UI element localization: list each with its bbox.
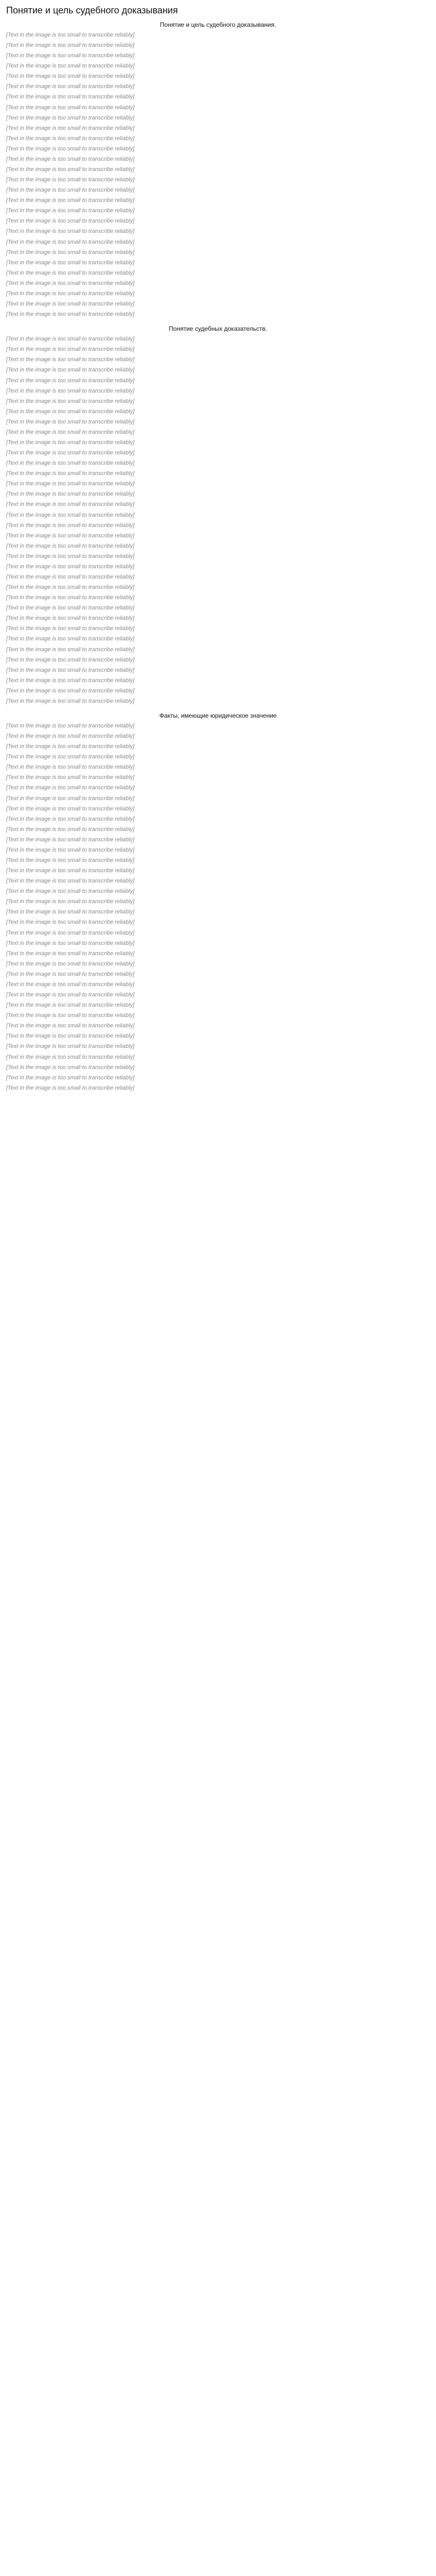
paragraph: [Text in the image is too small to transcribe reliably] (6, 636, 135, 642)
document-page (0, 0, 436, 1111)
paragraph: [Text in the image is too small to transcribe reliably] (6, 470, 135, 477)
paragraph: [Text in the image is too small to transcribe reliably] (6, 53, 135, 59)
document-section (6, 712, 430, 1092)
paragraph: [Text in the image is too small to transcribe reliably] (6, 929, 135, 936)
paragraph: [Text in the image is too small to transcribe reliably] (6, 114, 135, 121)
paragraph: [Text in the image is too small to transcribe reliably] (6, 909, 135, 916)
paragraph: [Text in the image is too small to transcribe reliably] (6, 1012, 135, 1019)
document-section (6, 325, 430, 705)
paragraph: [Text in the image is too small to transcribe reliably] (6, 125, 135, 131)
paragraph: [Text in the image is too small to transcribe reliably] (6, 439, 135, 446)
paragraph: [Text in the image is too small to transcribe reliably] (6, 573, 135, 580)
paragraph: [Text in the image is too small to transcribe reliably] (6, 595, 135, 601)
document-body (6, 21, 430, 1092)
paragraph: [Text in the image is too small to transcribe reliably] (6, 398, 135, 404)
paragraph: [Text in the image is too small to transcribe reliably] (6, 481, 135, 487)
paragraph: [Text in the image is too small to transcribe reliably] (6, 754, 135, 760)
paragraph: [Text in the image is too small to transcribe reliably] (6, 460, 135, 467)
paragraph: [Text in the image is too small to transcribe reliably] (6, 667, 135, 673)
paragraph: [Text in the image is too small to transcribe reliably] (6, 836, 135, 843)
paragraph: [Text in the image is too small to transcribe reliably] (6, 950, 135, 957)
paragraph: [Text in the image is too small to transcribe reliably] (6, 1002, 135, 1009)
paragraph: [Text in the image is too small to transcribe reliably] (6, 63, 135, 70)
section-subtitle: Факты, имеющие юридическое значение (159, 712, 277, 719)
paragraph: [Text in the image is too small to transcribe reliably] (6, 346, 135, 353)
paragraph: [Text in the image is too small to transcribe reliably] (6, 687, 135, 694)
paragraph: [Text in the image is too small to transcribe reliably] (6, 981, 135, 988)
paragraph: [Text in the image is too small to transcribe reliably] (6, 1054, 135, 1060)
paragraph: [Text in the image is too small to transcribe reliably] (6, 177, 135, 183)
paragraph: [Text in the image is too small to transcribe reliably] (6, 269, 135, 276)
paragraph: [Text in the image is too small to transcribe reliably] (6, 249, 135, 256)
paragraph: [Text in the image is too small to transcribe reliably] (6, 145, 135, 152)
paragraph: [Text in the image is too small to transcribe reliably] (6, 888, 135, 895)
paragraph: [Text in the image is too small to transcribe reliably] (6, 868, 135, 874)
paragraph: [Text in the image is too small to transcribe reliably] (6, 32, 135, 38)
paragraph: [Text in the image is too small to transcribe reliably] (6, 563, 135, 570)
paragraph: [Text in the image is too small to transcribe reliably] (6, 1023, 135, 1029)
paragraph: [Text in the image is too small to transcribe reliably] (6, 522, 135, 529)
section-title: Понятие и цель судебного доказывания. (160, 21, 276, 28)
paragraph: [Text in the image is too small to transcribe reliably] (6, 677, 135, 684)
paragraph: [Text in the image is too small to transcribe reliably] (6, 615, 135, 622)
paragraph: [Text in the image is too small to transcribe reliably] (6, 501, 135, 508)
paragraph: [Text in the image is too small to transcribe reliably] (6, 357, 135, 363)
paragraph: [Text in the image is too small to transcribe reliably] (6, 532, 135, 539)
paragraph: [Text in the image is too small to transcribe reliably] (6, 387, 135, 394)
paragraph: [Text in the image is too small to transcribe reliably] (6, 743, 135, 750)
paragraph: [Text in the image is too small to transcribe reliably] (6, 135, 135, 142)
paragraph: [Text in the image is too small to transcribe reliably] (6, 1043, 135, 1050)
paragraph: [Text in the image is too small to transcribe reliably] (6, 584, 135, 591)
paragraph: [Text in the image is too small to transcribe reliably] (6, 73, 135, 80)
paragraph: [Text in the image is too small to transcribe reliably] (6, 733, 135, 740)
paragraph: [Text in the image is too small to transcribe reliably] (6, 1084, 135, 1091)
paragraph: [Text in the image is too small to transcribe reliably] (6, 553, 135, 560)
paragraph: [Text in the image is too small to transcribe reliably] (6, 899, 135, 905)
paragraph: [Text in the image is too small to transcribe reliably] (6, 774, 135, 781)
paragraph: [Text in the image is too small to transcribe reliably] (6, 816, 135, 822)
paragraph: [Text in the image is too small to transcribe reliably] (6, 301, 135, 308)
paragraph: [Text in the image is too small to transcribe reliably] (6, 280, 135, 286)
paragraph: [Text in the image is too small to transcribe reliably] (6, 764, 135, 771)
paragraph: [Text in the image is too small to transcribe reliably] (6, 367, 135, 374)
paragraph: [Text in the image is too small to transcribe reliably] (6, 512, 135, 518)
paragraph: [Text in the image is too small to transcribe reliably] (6, 785, 135, 791)
paragraph: [Text in the image is too small to transcribe reliably] (6, 377, 135, 384)
paragraph: [Text in the image is too small to transcribe reliably] (6, 605, 135, 612)
paragraph: [Text in the image is too small to transcribe reliably] (6, 491, 135, 498)
paragraph: [Text in the image is too small to transcribe reliably] (6, 218, 135, 225)
paragraph: [Text in the image is too small to transcribe reliably] (6, 940, 135, 946)
paragraph: [Text in the image is too small to transcribe reliably] (6, 625, 135, 632)
document-section (6, 21, 430, 318)
paragraph: [Text in the image is too small to transcribe reliably] (6, 42, 135, 49)
section-title: Понятие судебных доказательств. (169, 325, 267, 333)
paragraph: [Text in the image is too small to transcribe reliably] (6, 197, 135, 204)
paragraph: [Text in the image is too small to transcribe reliably] (6, 208, 135, 214)
paragraph: [Text in the image is too small to transcribe reliably] (6, 156, 135, 162)
paragraph: [Text in the image is too small to transcribe reliably] (6, 919, 135, 926)
paragraph: [Text in the image is too small to transcribe reliably] (6, 543, 135, 549)
paragraph: [Text in the image is too small to transcribe reliably] (6, 166, 135, 173)
paragraph: [Text in the image is too small to transcribe reliably] (6, 259, 135, 266)
paragraph: [Text in the image is too small to transcribe reliably] (6, 94, 135, 100)
paragraph: [Text in the image is too small to transcribe reliably] (6, 656, 135, 663)
paragraph: [Text in the image is too small to transcribe reliably] (6, 239, 135, 245)
paragraph: [Text in the image is too small to transcribe reliably] (6, 646, 135, 653)
paragraph: [Text in the image is too small to transcribe reliably] (6, 723, 135, 729)
paragraph: [Text in the image is too small to transcribe reliably] (6, 857, 135, 864)
paragraph: [Text in the image is too small to transcribe reliably] (6, 83, 135, 90)
paragraph: [Text in the image is too small to transcribe reliably] (6, 795, 135, 802)
paragraph: [Text in the image is too small to transcribe reliably] (6, 450, 135, 456)
paragraph: [Text in the image is too small to transcribe reliably] (6, 805, 135, 812)
paragraph: [Text in the image is too small to transcribe reliably] (6, 429, 135, 435)
paragraph: [Text in the image is too small to transcribe reliably] (6, 698, 135, 704)
paragraph: [Text in the image is too small to transcribe reliably] (6, 290, 135, 297)
paragraph: [Text in the image is too small to transcribe reliably] (6, 408, 135, 415)
paragraph: [Text in the image is too small to transcribe reliably] (6, 104, 135, 111)
paragraph: [Text in the image is too small to transcribe reliably] (6, 418, 135, 425)
paragraph: [Text in the image is too small to transcribe reliably] (6, 960, 135, 967)
paragraph: [Text in the image is too small to transcribe reliably] (6, 1064, 135, 1071)
paragraph: [Text in the image is too small to transcribe reliably] (6, 1074, 135, 1081)
paragraph: [Text in the image is too small to transcribe reliably] (6, 1033, 135, 1040)
paragraph: [Text in the image is too small to transcribe reliably] (6, 846, 135, 853)
paragraph: [Text in the image is too small to transcribe reliably] (6, 878, 135, 885)
paragraph: [Text in the image is too small to transcribe reliably] (6, 826, 135, 833)
paragraph: [Text in the image is too small to transcribe reliably] (6, 187, 135, 194)
paragraph: [Text in the image is too small to transcribe reliably] (6, 311, 135, 318)
paragraph: [Text in the image is too small to transcribe reliably] (6, 992, 135, 998)
page-title: Понятие и цель судебного доказывания (6, 5, 178, 15)
paragraph: [Text in the image is too small to transcribe reliably] (6, 971, 135, 977)
paragraph: [Text in the image is too small to transcribe reliably] (6, 228, 135, 235)
paragraph: [Text in the image is too small to transcribe reliably] (6, 336, 135, 343)
